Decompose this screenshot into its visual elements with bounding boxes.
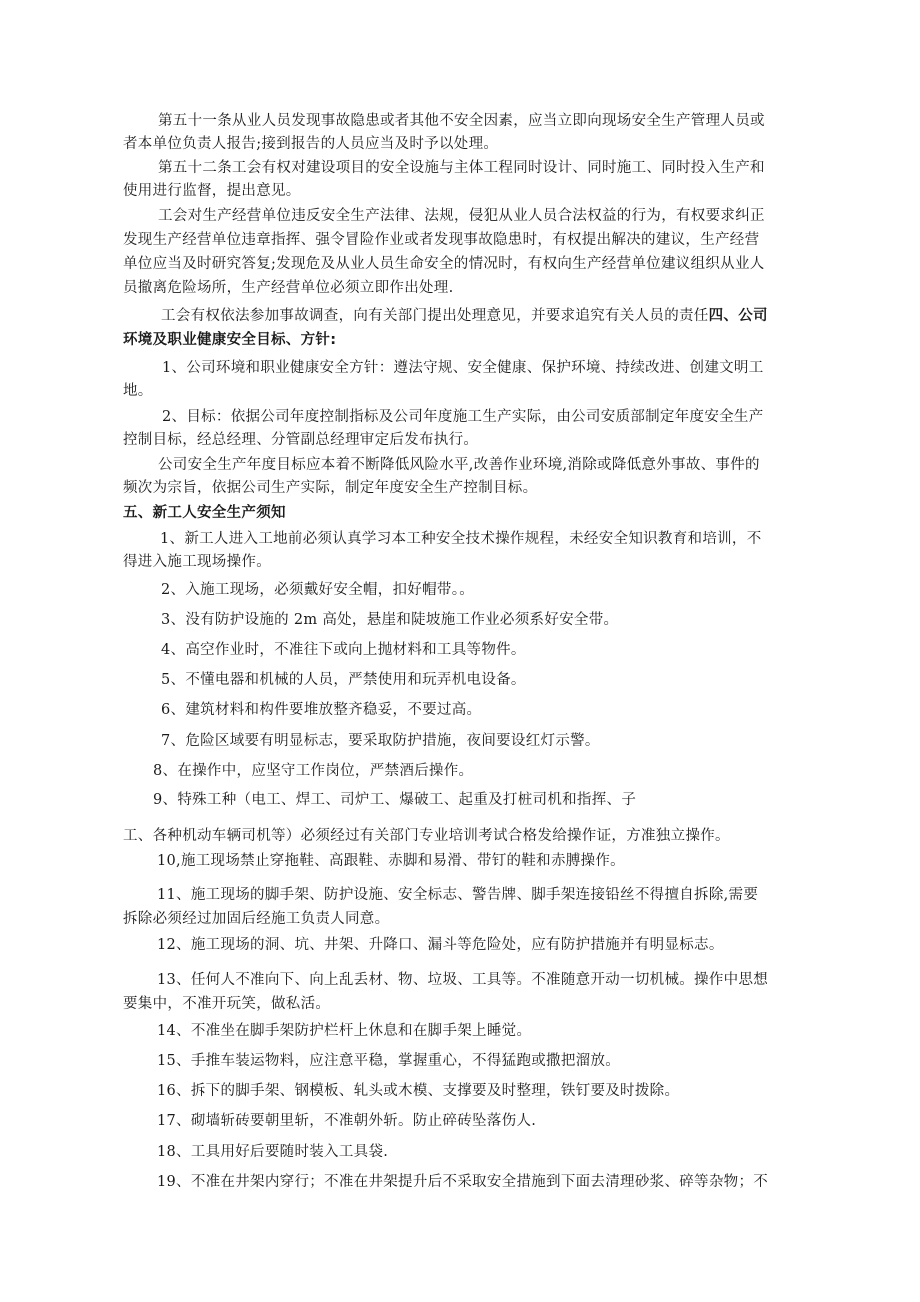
s4-item2-line-1: 2、目标：依据公司年度控制指标及公司年度施工生产实际，由公司安质部制定年度安全生产 [162,409,764,425]
section4-title-part-a: 四、公司 [708,308,768,324]
s4-item1-line-1: 1、公司环境和职业健康安全方针：遵法守规、安全健康、保护环境、持续改进、创建文明工 [162,360,764,376]
union-line-2: 发现生产经营单位违章指挥、强令冒险作业或者发现事故隐患时，有权提出解决的建议，生产经营 [123,232,760,248]
s5-item13-line-2: 要集中，不准开玩笑，做私活。 [123,996,331,1012]
s5-item11-line-1: 11、施工现场的脚手架、防护设施、安全标志、警告牌、脚手架连接铅丝不得擅自拆除,需要 [157,887,759,903]
union-line-1: 工会对生产经营单位违反安全生产法律、法规，侵犯从业人员合法权益的行为，有权要求纠正 [158,208,765,224]
s5-item1-line-1: 1、新工人进入工地前必须认真学习本工种安全技术操作规程，未经安全知识教育和培训，不 [160,531,762,547]
union2-text: 工会有权依法参加事故调查，向有关部门提出处理意见，并要求追究有关人员的责任 [161,308,709,324]
s4-item1-line-2: 地。 [123,383,153,399]
s5-item15: 15、手推车装运物料，应注意平稳，掌握重心，不得猛跑或撒把溜放。 [157,1053,621,1069]
s5-item18: 18、工具用好后要随时装入工具袋. [157,1144,389,1160]
union2-line-1 [161,306,768,326]
s5-item7: 7、危险区域要有明显标志，要采取防护措施，夜间要设红灯示警。 [161,733,600,749]
s5-item2: 2、入施工现场，必须戴好安全帽，扣好帽带。。 [161,582,475,598]
s5-item12: 12、施工现场的洞、坑、井架、升降口、漏斗等危险处，应有防护措施并有明显标志。 [157,937,724,953]
s5-item3: 3、没有防护设施的 2m 高处，悬崖和陡坡施工作业必须系好安全带。 [161,612,619,628]
s5-item9-line-2: 工、各种机动车辆司机等）必须经过有关部门专业培训考试合格发给操作证，方准独立操作。 [123,828,730,844]
union-line-4: 员撤离危险场所，生产经营单位必须立即作出处理. [123,280,454,296]
section4-title: 环境及职业健康安全目标、方针: [123,332,337,348]
s5-item14: 14、不准坐在脚手架防护栏杆上休息和在脚手架上睡觉。 [157,1023,532,1039]
s5-item16: 16、拆下的脚手架、钢模板、轧头或木模、支撑要及时整理，铁钉要及时拨除。 [157,1083,680,1099]
art52-line-2: 使用进行监督，提出意见。 [123,183,301,199]
s5-item11-line-2: 拆除必须经过加固后经施工负责人同意。 [123,911,390,927]
s5-item10: 10,施工现场禁止穿拖鞋、高跟鞋、赤脚和易滑、带钉的鞋和赤膊操作。 [157,853,625,869]
art52-line-1: 第五十二条工会有权对建设项目的安全设施与主体工程同时设计、同时施工、同时投入生产和 [158,160,765,176]
s5-item1-line-2: 得进入施工现场操作。 [123,554,271,570]
s5-item8: 8、在操作中，应坚守工作岗位，严禁酒后操作。 [153,763,474,779]
s5-item17: 17、砌墙斩砖要朝里斩，不准朝外斩。防止碎砖坠落伤人. [157,1113,537,1129]
s5-item4: 4、高空作业时，不准往下或向上抛材料和工具等物件。 [161,642,526,658]
s5-item9-line-1: 9、特殊工种（电工、焊工、司炉工、爆破工、起重及打桩司机和指挥、子 [153,792,637,808]
union-line-3: 单位应当及时研究答复;发现危及从业人员生命安全的情况时，有权向生产经营单位建议组织从业人 [123,256,765,272]
s4-para-line-1: 公司安全生产年度目标应本着不断降低风险水平,改善作业环境,消除或降低意外事故、事件的 [158,457,760,473]
s5-item19-line-1: 19、不准在井架内穿行；不准在井架提升后不采取安全措施到下面去清理砂浆、碎等杂物；不 [157,1174,769,1190]
s4-item2-line-2: 控制目标，经总经理、分管副总经理审定后发布执行。 [123,432,479,448]
s5-item6: 6、建筑材料和构件要堆放整齐稳妥，不要过高。 [161,702,482,718]
s4-para-line-2: 频次为宗旨，依据公司生产实际，制定年度安全生产控制目标。 [123,480,538,496]
s5-item5: 5、不懂电器和机械的人员，严禁使用和玩弄机电设备。 [161,672,526,688]
section5-title: 五、新工人安全生产须知 [123,505,286,521]
art51-line-2: 者本单位负责人报告;接到报告的人员应当及时予以处理。 [123,136,499,152]
art51-line-1: 第五十一条从业人员发现事故隐患或者其他不安全因素，应当立即向现场安全生产管理人员或 [158,113,765,129]
s5-item13-line-1: 13、任何人不准向下、向上乱丢材、物、垃圾、工具等。不准随意开动一切机械。操作中思想 [157,972,769,988]
